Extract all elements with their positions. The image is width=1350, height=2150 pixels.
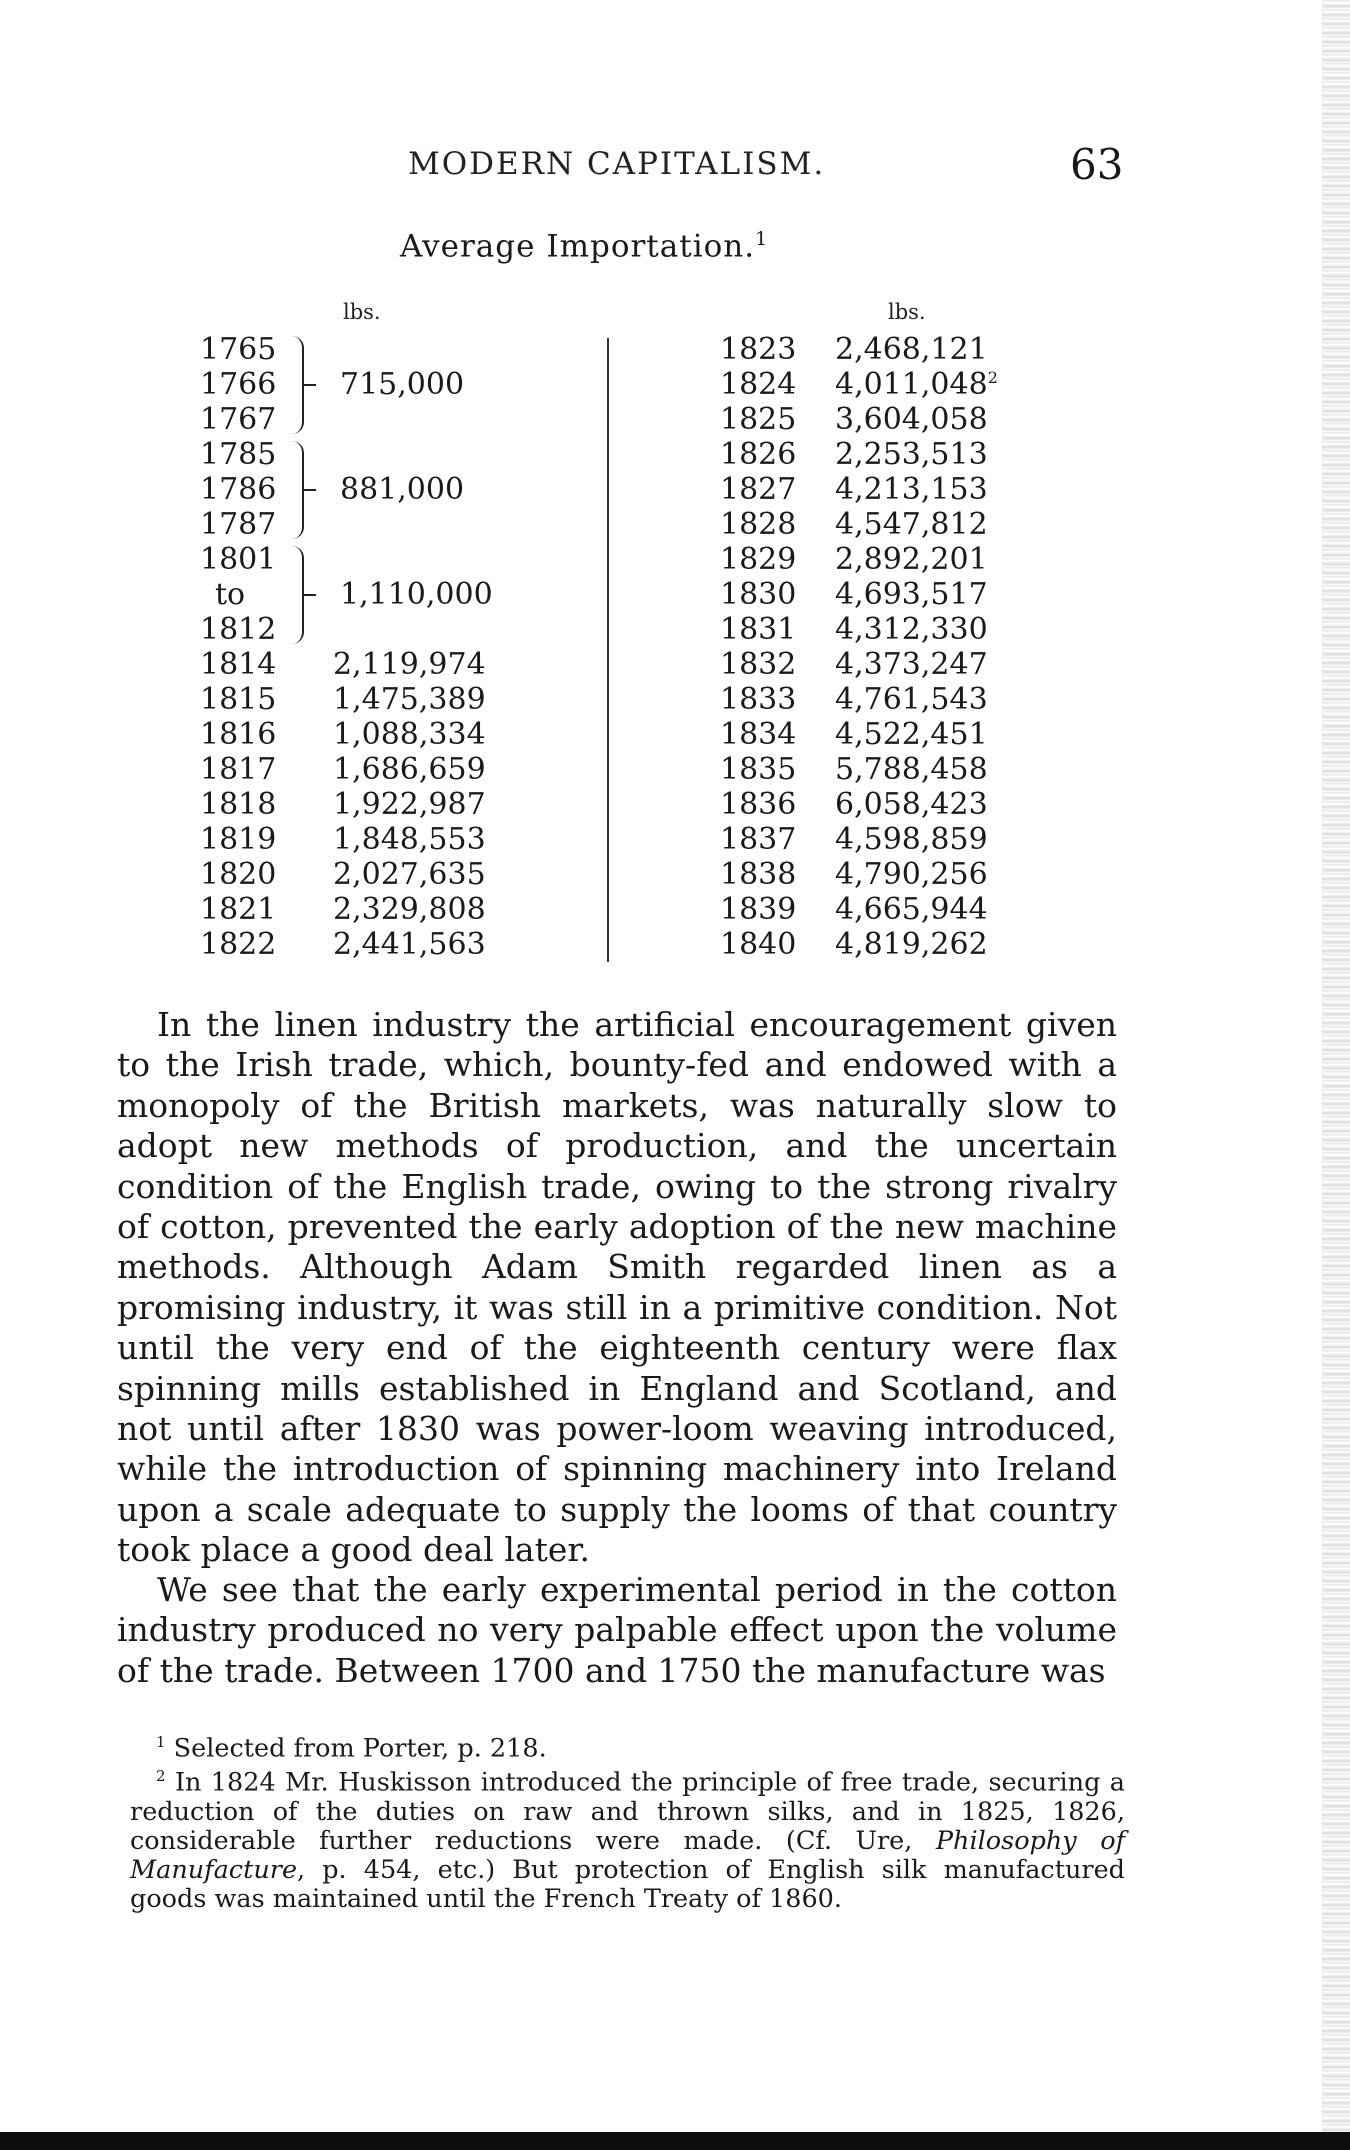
table-value: 4,312,330 [835, 612, 988, 647]
table-value: 3,604,058 [835, 402, 988, 437]
footnote-2-text-a: In 1824 Mr. Huskisson introduced the principle of free trade, securing a reduction of the duties on raw and thrown silks, and in 1825, 1826, considerable further reductions were made. (Cf. Ure, [130, 1767, 1125, 1856]
table-year: 1801 [200, 542, 277, 577]
table-year: 1825 [720, 402, 797, 437]
table-year: 1820 [200, 857, 277, 892]
column-divider [607, 338, 609, 962]
table-value: 4,598,859 [835, 822, 988, 857]
table-year: 1767 [200, 402, 277, 437]
table-year: 1822 [200, 927, 277, 962]
table-year: 1766 [200, 367, 277, 402]
table-value-text: 4,011,048 [835, 367, 988, 402]
table-value: 2,027,635 [333, 857, 486, 892]
page-number: 63 [1070, 140, 1124, 189]
table-year: 1840 [720, 927, 797, 962]
table-year: 1765 [200, 332, 277, 367]
footnote-2-mark: 2 [156, 1767, 166, 1785]
table-value: 2,119,974 [333, 647, 486, 682]
table-value: 1,088,334 [333, 717, 486, 752]
table-year: 1837 [720, 822, 797, 857]
table-value: 715,000 [340, 367, 465, 402]
body-paragraph-1: In the linen industry the artificial encouragement given to the Irish trade, which, bounty-fed and endowed with a monopoly of the British markets, was naturally slow to adopt new methods of production, and the uncertain condition of the English trade, owing to the strong rivalry of cotton, prevented the early adoption of the new machine methods. Although Adam Smith regarded linen as a promising industry, it was still in a primitive condition. Not until the very end of the eighteenth century were flax spinning mills established in England and Scotland, and not until after 1830 was power-loom weaving introduced, while the introduction of spinning machinery into Ireland upon a scale adequate to supply the looms of that country took place a good deal later. [117, 1005, 1117, 1570]
table-value: 1,922,987 [333, 787, 486, 822]
table-value: 2,329,808 [333, 892, 486, 927]
table-title-text: Average Importation. [400, 228, 756, 265]
group-brace [292, 546, 304, 644]
scan-bottom-border [0, 2132, 1350, 2150]
table-year: 1828 [720, 507, 797, 542]
page-edge-shadow [1322, 0, 1350, 2150]
table-value: 4,693,517 [835, 577, 988, 612]
table-year: 1818 [200, 787, 277, 822]
table-title-footnote-mark: 1 [755, 228, 769, 250]
table-year: 1832 [720, 647, 797, 682]
table-year: 1831 [720, 612, 797, 647]
table-year: 1833 [720, 682, 797, 717]
table-year: 1836 [720, 787, 797, 822]
table-year: 1834 [720, 717, 797, 752]
table-year: 1819 [200, 822, 277, 857]
table-year: 1815 [200, 682, 277, 717]
table-value: 4,213,153 [835, 472, 988, 507]
table-value: 4,761,543 [835, 682, 988, 717]
footnote-2 [130, 1762, 1125, 1914]
table-year: 1786 [200, 472, 277, 507]
group-brace [292, 441, 304, 539]
table-value: 1,475,389 [333, 682, 486, 717]
table-year: 1835 [720, 752, 797, 787]
footnote-mark: 2 [987, 368, 998, 387]
footnote-1-text: Selected from Porter, p. 218. [173, 1733, 547, 1764]
table-year: 1787 [200, 507, 277, 542]
table-title [400, 228, 768, 264]
table-year: 1827 [720, 472, 797, 507]
table-year: 1823 [720, 332, 797, 367]
table-value: 6,058,423 [835, 787, 988, 822]
table-value: 4,547,812 [835, 507, 988, 542]
unit-label-right: lbs. [888, 300, 926, 324]
table-value: 4,665,944 [835, 892, 988, 927]
table-year: 1814 [200, 647, 277, 682]
table-year: 1839 [720, 892, 797, 927]
table-value: 2,253,513 [835, 437, 988, 472]
table-year: 1821 [200, 892, 277, 927]
table-value: 2,441,563 [333, 927, 486, 962]
table-value: 1,848,553 [333, 822, 486, 857]
table-value: 4,373,247 [835, 647, 988, 682]
table-year: 1829 [720, 542, 797, 577]
table-value: 1,686,659 [333, 752, 486, 787]
table-year: 1817 [200, 752, 277, 787]
table-value: 1,110,000 [340, 577, 493, 612]
table-year: 1785 [200, 437, 277, 472]
body-paragraph-2: We see that the early experimental period in the cotton industry produced no very palpable effect upon the volume of the trade. Between 1700 and 1750 the manufacture was [117, 1570, 1117, 1690]
table-value: 2,468,121 [835, 332, 988, 367]
footnote-2-book-title: Philosophy of Manufacture [130, 1825, 1126, 1885]
table-year: 1838 [720, 857, 797, 892]
table-value: 881,000 [340, 472, 465, 507]
footnote-2-text-b: , p. 454, etc.) But protection of English silk manufactured goods was maintained until the French Treaty of 1860. [130, 1854, 1125, 1914]
table-value [835, 367, 998, 402]
table-value: 5,788,458 [835, 752, 988, 787]
table-value: 4,790,256 [835, 857, 988, 892]
table-year: 1824 [720, 367, 797, 402]
table-year: 1812 [200, 612, 277, 647]
unit-label-left: lbs. [343, 300, 381, 324]
table-year: 1830 [720, 577, 797, 612]
table-year: 1816 [200, 717, 277, 752]
table-value: 4,522,451 [835, 717, 988, 752]
group-brace [292, 336, 304, 434]
running-head: MODERN CAPITALISM. [408, 146, 826, 182]
footnote-1 [130, 1728, 1125, 1764]
table-value: 4,819,262 [835, 927, 988, 962]
table-year: 1826 [720, 437, 797, 472]
table-value: 2,892,201 [835, 542, 988, 577]
table-year: to [215, 577, 246, 612]
footnote-1-mark: 1 [156, 1733, 166, 1751]
